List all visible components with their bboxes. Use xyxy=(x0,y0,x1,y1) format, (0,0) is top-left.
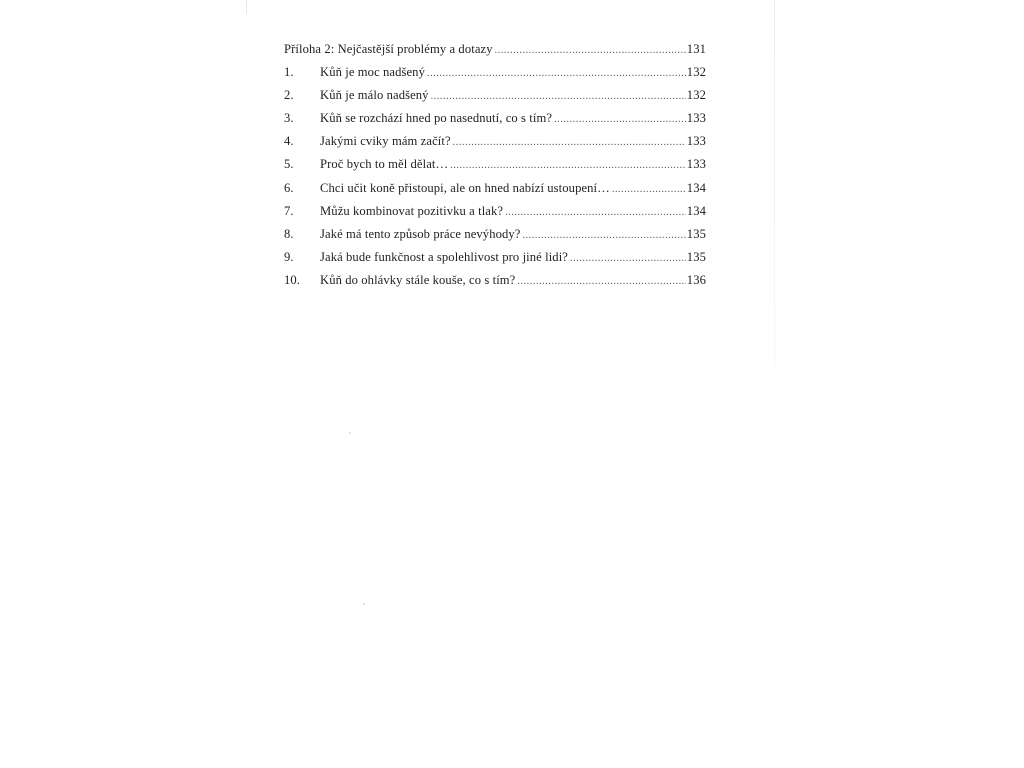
toc-entry xyxy=(284,130,706,153)
toc-leader-dots xyxy=(453,131,686,154)
toc-heading-page: 131 xyxy=(686,42,706,56)
toc-entry-title: Můžu kombinovat pozitivku a tlak? xyxy=(320,203,504,218)
toc-entry xyxy=(284,61,706,84)
toc-entry-page: 135 xyxy=(686,249,706,264)
toc-leader-dots xyxy=(495,39,686,62)
toc-leader-dots xyxy=(522,224,685,247)
toc-entry-number: 5. xyxy=(284,157,294,172)
toc-entry-title: Jakými cviky mám začít? xyxy=(320,134,451,149)
toc-entry-title: Kůň je málo nadšený xyxy=(320,88,429,103)
toc-heading-row xyxy=(284,38,706,61)
toc-entry xyxy=(284,177,706,200)
toc-entry-page: 132 xyxy=(686,88,706,103)
toc-leader-dots xyxy=(427,62,686,85)
table-of-contents xyxy=(284,38,706,292)
toc-entry xyxy=(284,153,706,176)
toc-entry-title: Jaká bude funkčnost a spolehlivost pro jiné lidi? xyxy=(320,249,568,264)
toc-leader-dots xyxy=(570,247,686,270)
toc-heading-title: Příloha 2: Nejčastější problémy a dotazy xyxy=(284,42,493,56)
toc-entry xyxy=(284,107,706,130)
toc-entry-number: 4. xyxy=(284,134,294,149)
toc-entry-number: 1. xyxy=(284,65,294,80)
toc-leader-dots xyxy=(612,178,686,201)
toc-entry-page: 132 xyxy=(686,65,706,80)
toc-entry-page: 134 xyxy=(686,180,706,195)
scan-speck xyxy=(363,603,365,605)
toc-entry-number: 8. xyxy=(284,226,294,241)
toc-entry-page: 133 xyxy=(686,157,706,172)
toc-entry xyxy=(284,246,706,269)
toc-entry-title: Kůň do ohlávky stále kouše, co s tím? xyxy=(320,272,516,287)
toc-entry-number: 7. xyxy=(284,203,294,218)
scan-speck xyxy=(349,432,351,434)
toc-leader-dots xyxy=(517,270,685,293)
toc-leader-dots xyxy=(505,201,686,224)
toc-leader-dots xyxy=(431,85,686,108)
toc-entry-number: 3. xyxy=(284,111,294,126)
toc-entry-page: 135 xyxy=(686,226,706,241)
toc-entry xyxy=(284,269,706,292)
toc-entry-page: 133 xyxy=(686,111,706,126)
toc-entry xyxy=(284,84,706,107)
toc-entry-page: 136 xyxy=(686,272,706,287)
toc-entry-number: 6. xyxy=(284,180,294,195)
scan-edge-right xyxy=(774,0,775,370)
toc-entry-title: Kůň je moc nadšený xyxy=(320,65,425,80)
toc-entry-title: Chci učit koně přistoupi, ale on hned nabízí ustoupení… xyxy=(320,180,610,195)
toc-entry-number: 9. xyxy=(284,249,294,264)
toc-entry-page: 134 xyxy=(686,203,706,218)
toc-entry-number: 2. xyxy=(284,88,294,103)
toc-entry-number: 10. xyxy=(284,272,301,287)
toc-entry-page: 133 xyxy=(686,134,706,149)
toc-leader-dots xyxy=(554,108,686,131)
toc-entry-title: Proč bych to měl dělat… xyxy=(320,157,449,172)
toc-entry xyxy=(284,200,706,223)
toc-entry-title: Kůň se rozchází hned po nasednutí, co s tím? xyxy=(320,111,553,126)
toc-entry-title: Jaké má tento způsob práce nevýhody? xyxy=(320,226,521,241)
toc-leader-dots xyxy=(450,154,686,177)
scan-edge-left xyxy=(246,0,247,14)
toc-entry xyxy=(284,223,706,246)
